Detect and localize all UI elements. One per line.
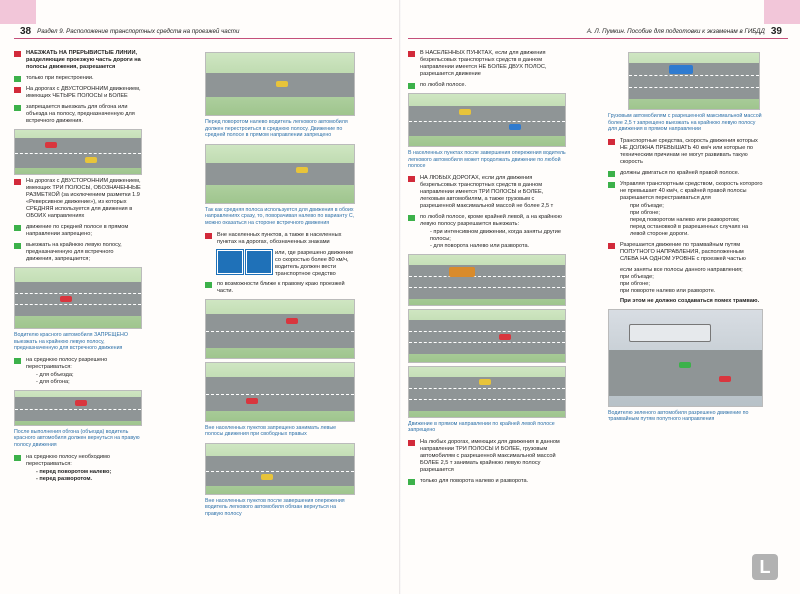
left-header-text: Раздел 9. Расположение транспортных средств на проезжей части (37, 27, 240, 35)
caption: Водителю зеленого автомобиля разрешено движение по трамвайным путям попутного направления (608, 409, 749, 423)
illustration-return-right (205, 443, 355, 495)
green-marker-icon (408, 479, 415, 485)
right-page-header (408, 24, 788, 39)
rule-block: НА ЛЮБЫХ ДОРОГАХ, если для движения безрельсовых транспортных средств в данном направлении имеется ТРИ ПОЛОСЫ и БОЛЕЕ, легковым автомобилям, а также грузовым с разрешенной максимальной массой не более 2,5 т (408, 175, 566, 210)
road-sign-motorway-icon (217, 250, 243, 274)
rule-block: на среднюю полосу необходимо перестраиваться: - перед поворотом налево; - перед разворотом. (14, 454, 142, 483)
illustration-truck-highway (628, 52, 760, 110)
illustration-three-lanes-left (408, 366, 566, 418)
column-2 (205, 50, 355, 523)
illustration-three-lanes-truck (408, 254, 566, 306)
page-corner-left (0, 0, 36, 24)
rule-block: должны двигаться по крайней правой полосе. (608, 170, 763, 177)
caption: После выполнения обгона (объезда) водитель красного автомобиля должен вернуться на правую полосу движения (14, 428, 140, 448)
sign-row: или, где разрешено движение со скоростью более 80 км/ч, водитель должен вести транспортное средство (217, 250, 355, 278)
watermark-logo: L (752, 554, 778, 580)
green-marker-icon (14, 225, 21, 231)
green-marker-icon (14, 358, 21, 364)
rule-note: При этом не должно создаваться помех трамваю. (620, 297, 760, 304)
column-4 (608, 50, 763, 428)
rule-block: по любой полосе. (408, 82, 566, 89)
illustration-three-lane-road (14, 267, 142, 329)
illustration-highway (205, 299, 355, 359)
red-marker-icon (608, 243, 615, 249)
rule-block: Управляя транспортным средством, скорость которого не превышает 40 км/ч, с крайней правой полосы разрешается перестраиваться для при объезде; при обгоне; перед поворотом налево или разворотом; перед остановкой в разрешенных случаях на левой стороне дороги. (608, 181, 763, 238)
rule-block: В НАСЕЛЕННЫХ ПУНКТАХ, если для движения безрельсовых транспортных средств в данном направлении имеется НЕ БОЛЕЕ ДВУХ ПОЛОС, разрешается движение (408, 50, 566, 78)
rule-block: Транспортные средства, скорость движения которых НЕ ДОЛЖНА ПРЕВЫШАТЬ 40 км/ч или которые по техническим причинам не могут развивать такую скорость (608, 138, 763, 166)
caption: Грузовым автомобилям с разрешенной максимальной массой более 2,5 т запрещено выезжать на крайнюю левую полосу для движения в прямом направлении (608, 113, 762, 133)
green-marker-icon (14, 455, 21, 461)
red-marker-icon (14, 51, 21, 57)
rule-list: при объезде; при обгоне; перед поворотом налево или разворотом; перед остановкой в разрешенных случаях на левой стороне дороги. (630, 202, 749, 237)
right-page-number: 39 (770, 25, 782, 37)
red-marker-icon (14, 87, 21, 93)
green-marker-icon (14, 243, 21, 249)
left-page-header (14, 24, 392, 39)
page-corner-right (764, 0, 800, 24)
green-marker-icon (608, 182, 615, 188)
caption: Так как средняя полоса используется для движения в обоих направлениях сразу, то, поворачивая налево по варианту С, можно оказаться на стороне встречного движения (205, 206, 355, 226)
rule-block: по возможности ближе к правому краю проезжей части. (205, 281, 355, 295)
green-marker-icon (408, 215, 415, 221)
book-gutter (399, 0, 401, 594)
green-marker-icon (408, 83, 415, 89)
rule-block: Вне населенных пунктов, а также в населенных пунктах на дорогах, обозначенных знаками (205, 232, 355, 246)
rule-list: - перед поворотом налево; - перед разворотом. (36, 468, 112, 482)
caption: Вне населенных пунктов после завершения опережения водитель легкового автомобиля обязан вернуться на правую полосу (205, 497, 345, 517)
caption: Перед поворотом налево водитель легкового автомобиля должен перестроиться в среднюю полосу. Движение по средней полосе в прямом направлении запрещено (205, 119, 348, 139)
red-marker-icon (205, 233, 212, 239)
rule-list: - при интенсивном движении, когда заняты другие полосы; - для поворота налево или разворота. (430, 228, 561, 249)
illustration-four-lane-road (14, 129, 142, 175)
green-marker-icon (205, 282, 212, 288)
illustration-highway-2 (205, 362, 355, 422)
rule-block: по любой полосе, кроме крайней левой, а на крайнюю левую полосу разрешается выезжать: - при интенсивном движении, когда заняты другие полосы; - для поворота налево или разворота. (408, 214, 566, 250)
illustration-three-lanes-cars (408, 309, 566, 363)
illustration-left-turn (205, 52, 355, 116)
tram-icon (629, 324, 711, 342)
green-marker-icon (14, 105, 21, 111)
rule-block: Разрешается движение по трамвайным путям ПОПУТНОГО НАПРАВЛЕНИЯ, расположенным СЛЕВА НА ОДНОМ УРОВНЕ с проезжей частью (608, 242, 763, 263)
caption: Вне населенных пунктов запрещено занимать левые полосы движения при свободных правых (205, 424, 337, 438)
caption: В населенных пунктах после завершения опережения водитель легкового автомобиля может продолжать движение по любой полосе (408, 150, 566, 170)
rule-block: На дорогах с ДВУСТОРОННИМ движением, имеющих ЧЕТЫРЕ ПОЛОСЫ и БОЛЕЕ (14, 86, 142, 100)
rule-block: выезжать на крайнюю левую полосу, предназначенную для встречного движения, запрещается; (14, 242, 142, 263)
rule-list: если заняты все полосы данного направления; при объезде; при обгоне; при повороте налево или развороте. (620, 266, 743, 294)
green-marker-icon (14, 76, 21, 82)
left-page-number: 38 (20, 25, 32, 37)
red-marker-icon (408, 51, 415, 57)
green-marker-icon (608, 171, 615, 177)
rule-block: движение по средней полосе в прямом направлении запрещено; (14, 224, 142, 238)
illustration-intersection-abc (205, 144, 355, 204)
rule-list: - для объезда; - для обгона; (36, 371, 74, 385)
rule-block: На дорогах с ДВУСТОРОННИМ движением, имеющих ТРИ ПОЛОСЫ, ОБОЗНАЧЕННЫЕ РАЗМЕТКОЙ (за исключением разметки 1.9 «Реверсивное движение»), из которых СРЕДНЯЯ используется для движения в ОБОИХ направлениях (14, 178, 142, 220)
rule-block: на среднюю полосу разрешено перестраиваться: - для объезда; - для обгона; (14, 357, 142, 386)
column-1 (14, 50, 142, 487)
rule-block: только при перестроении. (14, 75, 142, 82)
rule-block: НАЕЗЖАТЬ НА ПРЕРЫВИСТЫЕ ЛИНИИ, разделяющие проезжую часть дороги на полосы движения, разрешается (14, 50, 142, 71)
illustration-overtake (14, 390, 142, 426)
red-marker-icon (408, 440, 415, 446)
right-header-text: А. Л. Пумкин. Пособие для подготовки к экзаменам в ГИБДД (586, 27, 765, 35)
red-marker-icon (408, 176, 415, 182)
caption: Водителю красного автомобиля ЗАПРЕЩЕНО выезжать на крайнюю левую полосу, предназначенную для встречного движения (14, 332, 129, 352)
rule-block: запрещается выезжать для обгона или объезда на полосу, предназначенную для встречного движения. (14, 104, 142, 125)
column-3 (408, 50, 566, 489)
rule-block: только для поворота налево и разворота. (408, 478, 566, 485)
illustration-two-lanes-city (408, 93, 566, 147)
caption: Движение в прямом направлении по крайней левой полосе запрещено (408, 420, 555, 434)
illustration-tram-tracks (608, 309, 763, 407)
rule-block: На любых дорогах, имеющих для движения в данном направлении ТРИ ПОЛОСЫ И БОЛЕЕ, грузовым автомобилям с разрешенной максимальной массой БОЛЕЕ 2,5 т занимать крайнюю левую полосу разрешается (408, 439, 566, 474)
road-sign-car-road-icon (246, 250, 272, 274)
red-marker-icon (14, 179, 21, 185)
red-marker-icon (608, 139, 615, 145)
